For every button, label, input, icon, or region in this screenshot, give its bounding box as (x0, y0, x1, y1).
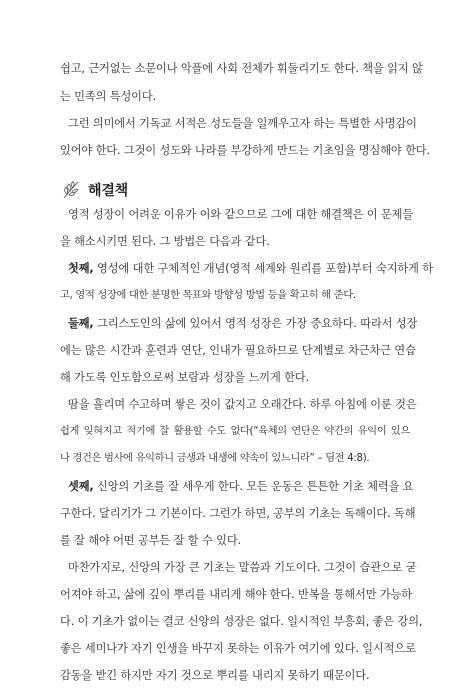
section-heading (60, 178, 128, 202)
body-text-line: 어져야 하고, 삶에 깊이 뿌리를 내리게 해야 한다. 반복을 통해서만 가능하 (60, 588, 412, 601)
body-text-line: 는 민족의 특성이다. (60, 90, 157, 103)
body-text-line: 쉽게 잊혀지고 적기에 잘 활용할 수도 없다(“육체의 연단은 약간의 유익이 있으 (60, 426, 410, 437)
body-text-line: 쉽고, 근거없는 소문이나 악플에 사회 전체가 휘둘리기도 한다. 책을 읽지 않 (60, 62, 423, 75)
body-text-line: 다. 이 기초가 없이는 결코 신앙의 성장은 없다. 일시적인 부흥회, 좋은 강의, (60, 615, 423, 628)
body-text-line: 를 잘 해야 어떤 공부든 잘 할 수 있다. (60, 534, 242, 547)
body-text-line (60, 480, 414, 494)
body-text-line: 해 가도록 인도함으로써 보람과 성장을 느끼게 한다. (60, 371, 310, 384)
body-text-line (60, 317, 418, 331)
body-text-span: 그리스도인의 삶에 있어서 영적 성장은 가장 중요하다. 따라서 성장 (93, 317, 418, 330)
body-text-line (60, 262, 434, 276)
body-text-line: 땀을 흘리며 수고하며 쌓은 것이 값지고 오래간다. 하루 아침에 이룬 것은 (68, 398, 417, 411)
body-text-line: 나 경건은 범사에 유익하니 금생과 내생에 약속이 있느니라” – 딤전 4:8). (60, 453, 370, 464)
body-text-span: 신앙의 기초를 잘 세우게 한다. 모든 운동은 튼튼한 기초 체력을 요 (93, 480, 414, 493)
body-text-line: 고, 영적 성장에 대한 분명한 목표와 방향성 방법 등을 확고히 해 준다. (60, 290, 356, 301)
body-text-line: 마찬가지로, 신앙의 가장 큰 기초는 말씀과 기도이다. 그것이 습관으로 굳 (68, 561, 417, 574)
body-text-line: 있어야 한다. 그것이 성도와 나라를 부강하게 만드는 기초임을 명심해야 한다. (60, 144, 430, 157)
list-lead-first: 첫째, (68, 262, 94, 275)
section-title: 해결책 (88, 183, 128, 199)
leaf-icon (60, 179, 82, 201)
list-lead-third: 셋째, (68, 480, 94, 493)
body-text-line: 구한다. 달리기가 그 기본이다. 그런가 하면, 공부의 기초는 독해이다. 독해 (60, 507, 416, 520)
body-text-line: 에는 많은 시간과 훈련과 연단, 인내가 필요하므로 단계별로 차근차근 연습 (60, 344, 416, 357)
body-text-span: 영성에 대한 구체적인 개념(영적 세계와 원리를 포함)부터 숙지하게 하 (93, 262, 434, 275)
body-text-line: 을 해소시키면 된다. 그 방법은 다음과 같다. (60, 235, 270, 248)
body-text-line: 좋은 세미나가 자기 인생을 바꾸지 못하는 이유가 여기에 있다. 일시적으로 (60, 642, 416, 655)
body-text-line: 감동을 받긴 하지만 자기 것으로 뿌리를 내리지 못하기 때문이다. (60, 669, 370, 682)
body-text-line: 영적 성장이 어려운 이유가 이와 같으므로 그에 대한 해결책은 이 문제들 (68, 208, 414, 221)
list-lead-second: 둘째, (68, 317, 94, 330)
body-text-line: 그런 의미에서 기독교 서적은 성도들을 일깨우고자 하는 특별한 사명감이 (68, 117, 417, 130)
